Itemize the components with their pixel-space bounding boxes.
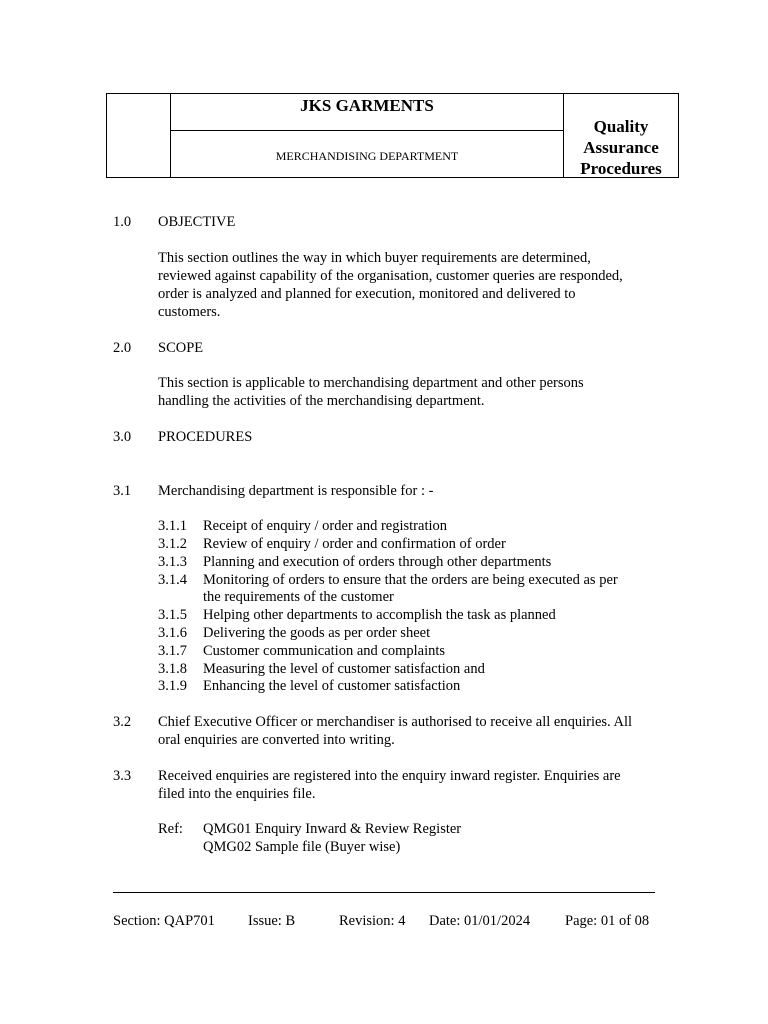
list-item-number: 3.1.2 [158, 536, 187, 552]
list-item-number: 3.1.1 [158, 518, 187, 534]
list-item: Monitoring of orders to ensure that the orders are being executed as per [203, 572, 618, 588]
footer-issue: Issue: B [248, 913, 296, 929]
section-title: OBJECTIVE [158, 214, 236, 230]
section-number: 3.0 [113, 429, 132, 445]
footer-divider [113, 892, 655, 893]
paragraph-line: handling the activities of the merchandising department. [158, 393, 485, 409]
paragraph-line: Received enquiries are registered into the enquiry inward register. Enquiries are [158, 768, 621, 784]
list-item-number: 3.1.4 [158, 572, 187, 588]
list-item: Measuring the level of customer satisfaction and [203, 661, 485, 677]
section-number: 3.3 [113, 768, 132, 784]
list-item: Helping other departments to accomplish the task as planned [203, 607, 556, 623]
paragraph-line: Chief Executive Officer or merchandiser is authorised to receive all enquiries. All [158, 714, 633, 730]
list-item: Customer communication and complaints [203, 643, 446, 659]
list-item: Delivering the goods as per order sheet [203, 625, 431, 641]
paragraph-line: oral enquiries are converted into writing. [158, 732, 395, 748]
paragraph-line: customers. [158, 304, 221, 320]
section-number: 3.1 [113, 483, 132, 499]
footer-revision: Revision: 4 [339, 913, 406, 929]
section-number: 2.0 [113, 340, 132, 356]
header-table [106, 93, 679, 178]
list-item-number: 3.1.5 [158, 607, 187, 623]
section-title: PROCEDURES [158, 429, 253, 445]
section-title: SCOPE [158, 340, 204, 356]
section-number: 3.2 [113, 714, 132, 730]
logo-cell [107, 94, 171, 177]
section-number: 1.0 [113, 214, 132, 230]
footer-page: Page: 01 of 08 [565, 913, 650, 929]
list-item-number: 3.1.6 [158, 625, 187, 641]
list-item-number: 3.1.9 [158, 678, 187, 694]
doc-type-title: Quality Assurance Procedures [580, 117, 662, 178]
list-item: Receipt of enquiry / order and registration [203, 518, 448, 534]
list-item: Enhancing the level of customer satisfaction [203, 678, 461, 694]
footer-date: Date: 01/01/2024 [429, 913, 531, 929]
list-item-number: 3.1.8 [158, 661, 187, 677]
reference-label: Ref: [158, 821, 183, 837]
company-name: JKS GARMENTS [300, 96, 434, 115]
paragraph-line: This section outlines the way in which buyer requirements are determined, [158, 250, 591, 266]
department-name: MERCHANDISING DEPARTMENT [275, 149, 459, 163]
reference-item: QMG02 Sample file (Buyer wise) [203, 839, 401, 855]
paragraph-line: reviewed against capability of the organisation, customer queries are responded, [158, 268, 623, 284]
list-item: Planning and execution of orders through other departments [203, 554, 552, 570]
footer-section: Section: QAP701 [113, 913, 215, 929]
paragraph-line: order is analyzed and planned for execution, monitored and delivered to [158, 286, 576, 302]
list-item-number: 3.1.3 [158, 554, 187, 570]
list-item-continuation: the requirements of the customer [203, 589, 394, 605]
paragraph-line: Merchandising department is responsible for : - [158, 483, 434, 499]
header-divider [170, 130, 564, 131]
list-item: Review of enquiry / order and confirmation of order [203, 536, 506, 552]
paragraph-line: This section is applicable to merchandising department and other persons [158, 375, 584, 391]
reference-item: QMG01 Enquiry Inward & Review Register [203, 821, 462, 837]
list-item-number: 3.1.7 [158, 643, 187, 659]
paragraph-line: filed into the enquiries file. [158, 786, 316, 802]
